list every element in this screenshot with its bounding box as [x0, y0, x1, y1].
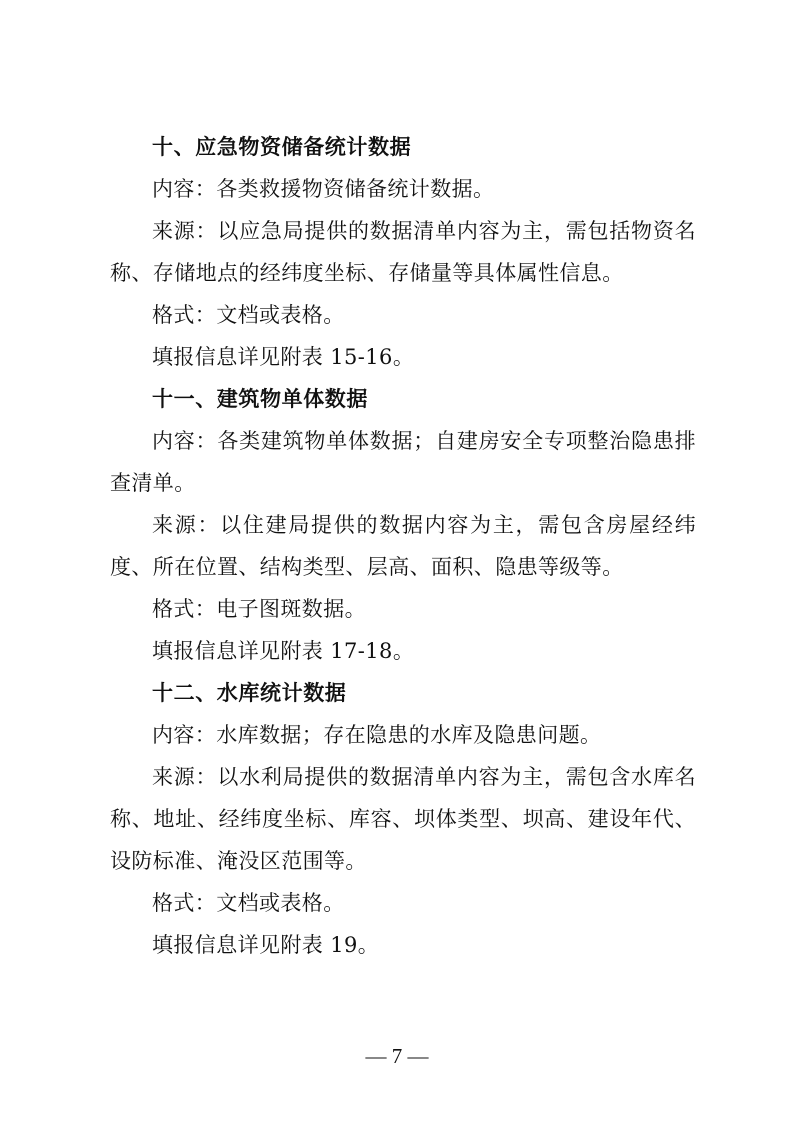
- section-content: 内容：水库数据；存在隐患的水库及隐患问题。: [152, 723, 602, 747]
- page-number: — 7 —: [365, 1044, 429, 1068]
- section-heading: 十二、水库统计数据: [152, 681, 347, 705]
- section-source: 来源：以应急局提供的数据清单内容为主，需包括物资名称、存储地点的经纬度坐标、存储量等具体属性信息。: [110, 219, 696, 285]
- document-body: [110, 126, 696, 966]
- section-format: 格式：文档或表格。: [152, 891, 345, 915]
- section-source: 来源：以水利局提供的数据清单内容为主，需包含水库名称、地址、经纬度坐标、库容、坝体类型、坝高、建设年代、设防标准、淹没区范围等。: [110, 765, 696, 873]
- section-fill-info: 填报信息详见附表 19。: [152, 933, 380, 957]
- section-fill-info: 填报信息详见附表 17-18。: [152, 639, 415, 663]
- section-content: 内容：各类建筑物单体数据；自建房安全专项整治隐患排查清单。: [110, 429, 696, 495]
- section-heading: 十一、建筑物单体数据: [152, 387, 368, 411]
- section-content: 内容：各类救援物资储备统计数据。: [152, 177, 495, 201]
- section-emergency-supplies: [110, 126, 696, 378]
- section-source: 来源：以住建局提供的数据内容为主，需包含房屋经纬度、所在位置、结构类型、层高、面积、隐患等级等。: [110, 513, 696, 579]
- section-fill-info: 填报信息详见附表 15-16。: [152, 345, 415, 369]
- section-buildings: [110, 378, 696, 672]
- section-format: 格式：电子图斑数据。: [152, 597, 366, 621]
- section-reservoirs: [110, 672, 696, 966]
- section-format: 格式：文档或表格。: [152, 303, 345, 327]
- section-heading: 十、应急物资储备统计数据: [152, 135, 412, 159]
